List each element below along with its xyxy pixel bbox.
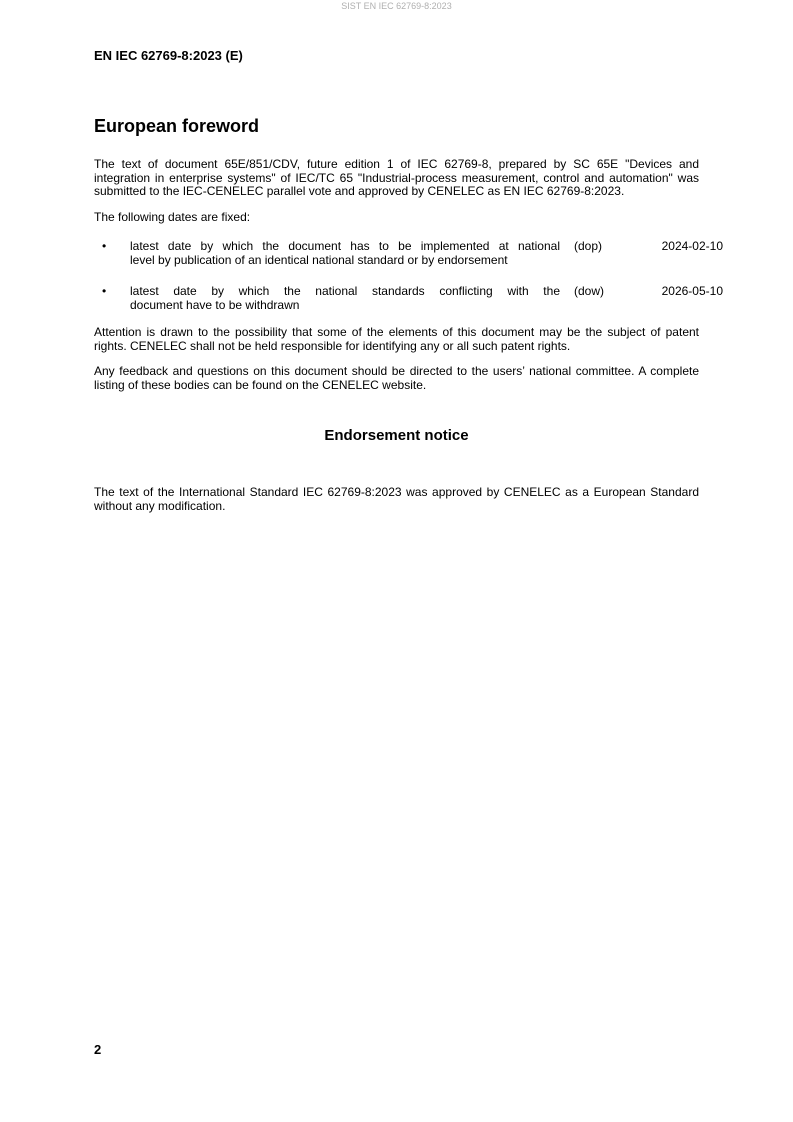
feedback-paragraph: Any feedback and questions on this document should be directed to the users’ national committee. A complete listing of these bodies can be found on the CENELEC website. <box>94 364 699 392</box>
date-item-abbreviation: (dop) <box>574 239 603 253</box>
date-item-date: 2024-02-10 <box>661 239 723 253</box>
date-item-dow <box>94 285 723 312</box>
date-item-line: latest date by which the national standards conflicting with the <box>130 284 560 298</box>
date-item-description <box>130 285 560 312</box>
bullet-icon: • <box>102 284 107 298</box>
date-item-description <box>130 240 560 267</box>
bullet-icon: • <box>102 239 107 253</box>
date-item-dop <box>94 240 723 267</box>
foreword-intro-paragraph: The text of document 65E/851/CDV, future edition 1 of IEC 62769-8, prepared by SC 65E "Devices and integration in enterprise systems" of IEC/TC 65 "Industrial-process measurement, control and automation" was submitted to the IEC-CENELEC parallel vote and approved by CENELEC as EN IEC 62769-8:2023. <box>94 157 699 198</box>
date-item-abbreviation: (dow) <box>574 284 605 298</box>
watermark: SIST EN IEC 62769-8:2023 <box>341 1 452 11</box>
date-item-line: document have to be withdrawn <box>130 297 300 312</box>
foreword-title: European foreword <box>94 116 260 136</box>
patent-paragraph: Attention is drawn to the possibility that some of the elements of this document may be the subject of patent rights. CENELEC shall not be held responsible for identifying any or all such patent rights. <box>94 325 699 353</box>
date-item-line: level by publication of an identical national standard or by endorsement <box>130 252 508 267</box>
endorsement-title: Endorsement notice <box>324 427 469 444</box>
document-id: EN IEC 62769-8:2023 (E) <box>94 48 243 63</box>
date-item-date: 2026-05-10 <box>661 284 723 298</box>
page-number: 2 <box>94 1042 102 1057</box>
page-content <box>94 114 723 525</box>
dates-intro-paragraph: The following dates are fixed: <box>94 209 251 224</box>
date-item-line: latest date by which the document has to be implemented at national <box>130 239 560 253</box>
endorsement-paragraph: The text of the International Standard IEC 62769-8:2023 was approved by CENELEC as a European Standard without any modification. <box>94 485 699 513</box>
